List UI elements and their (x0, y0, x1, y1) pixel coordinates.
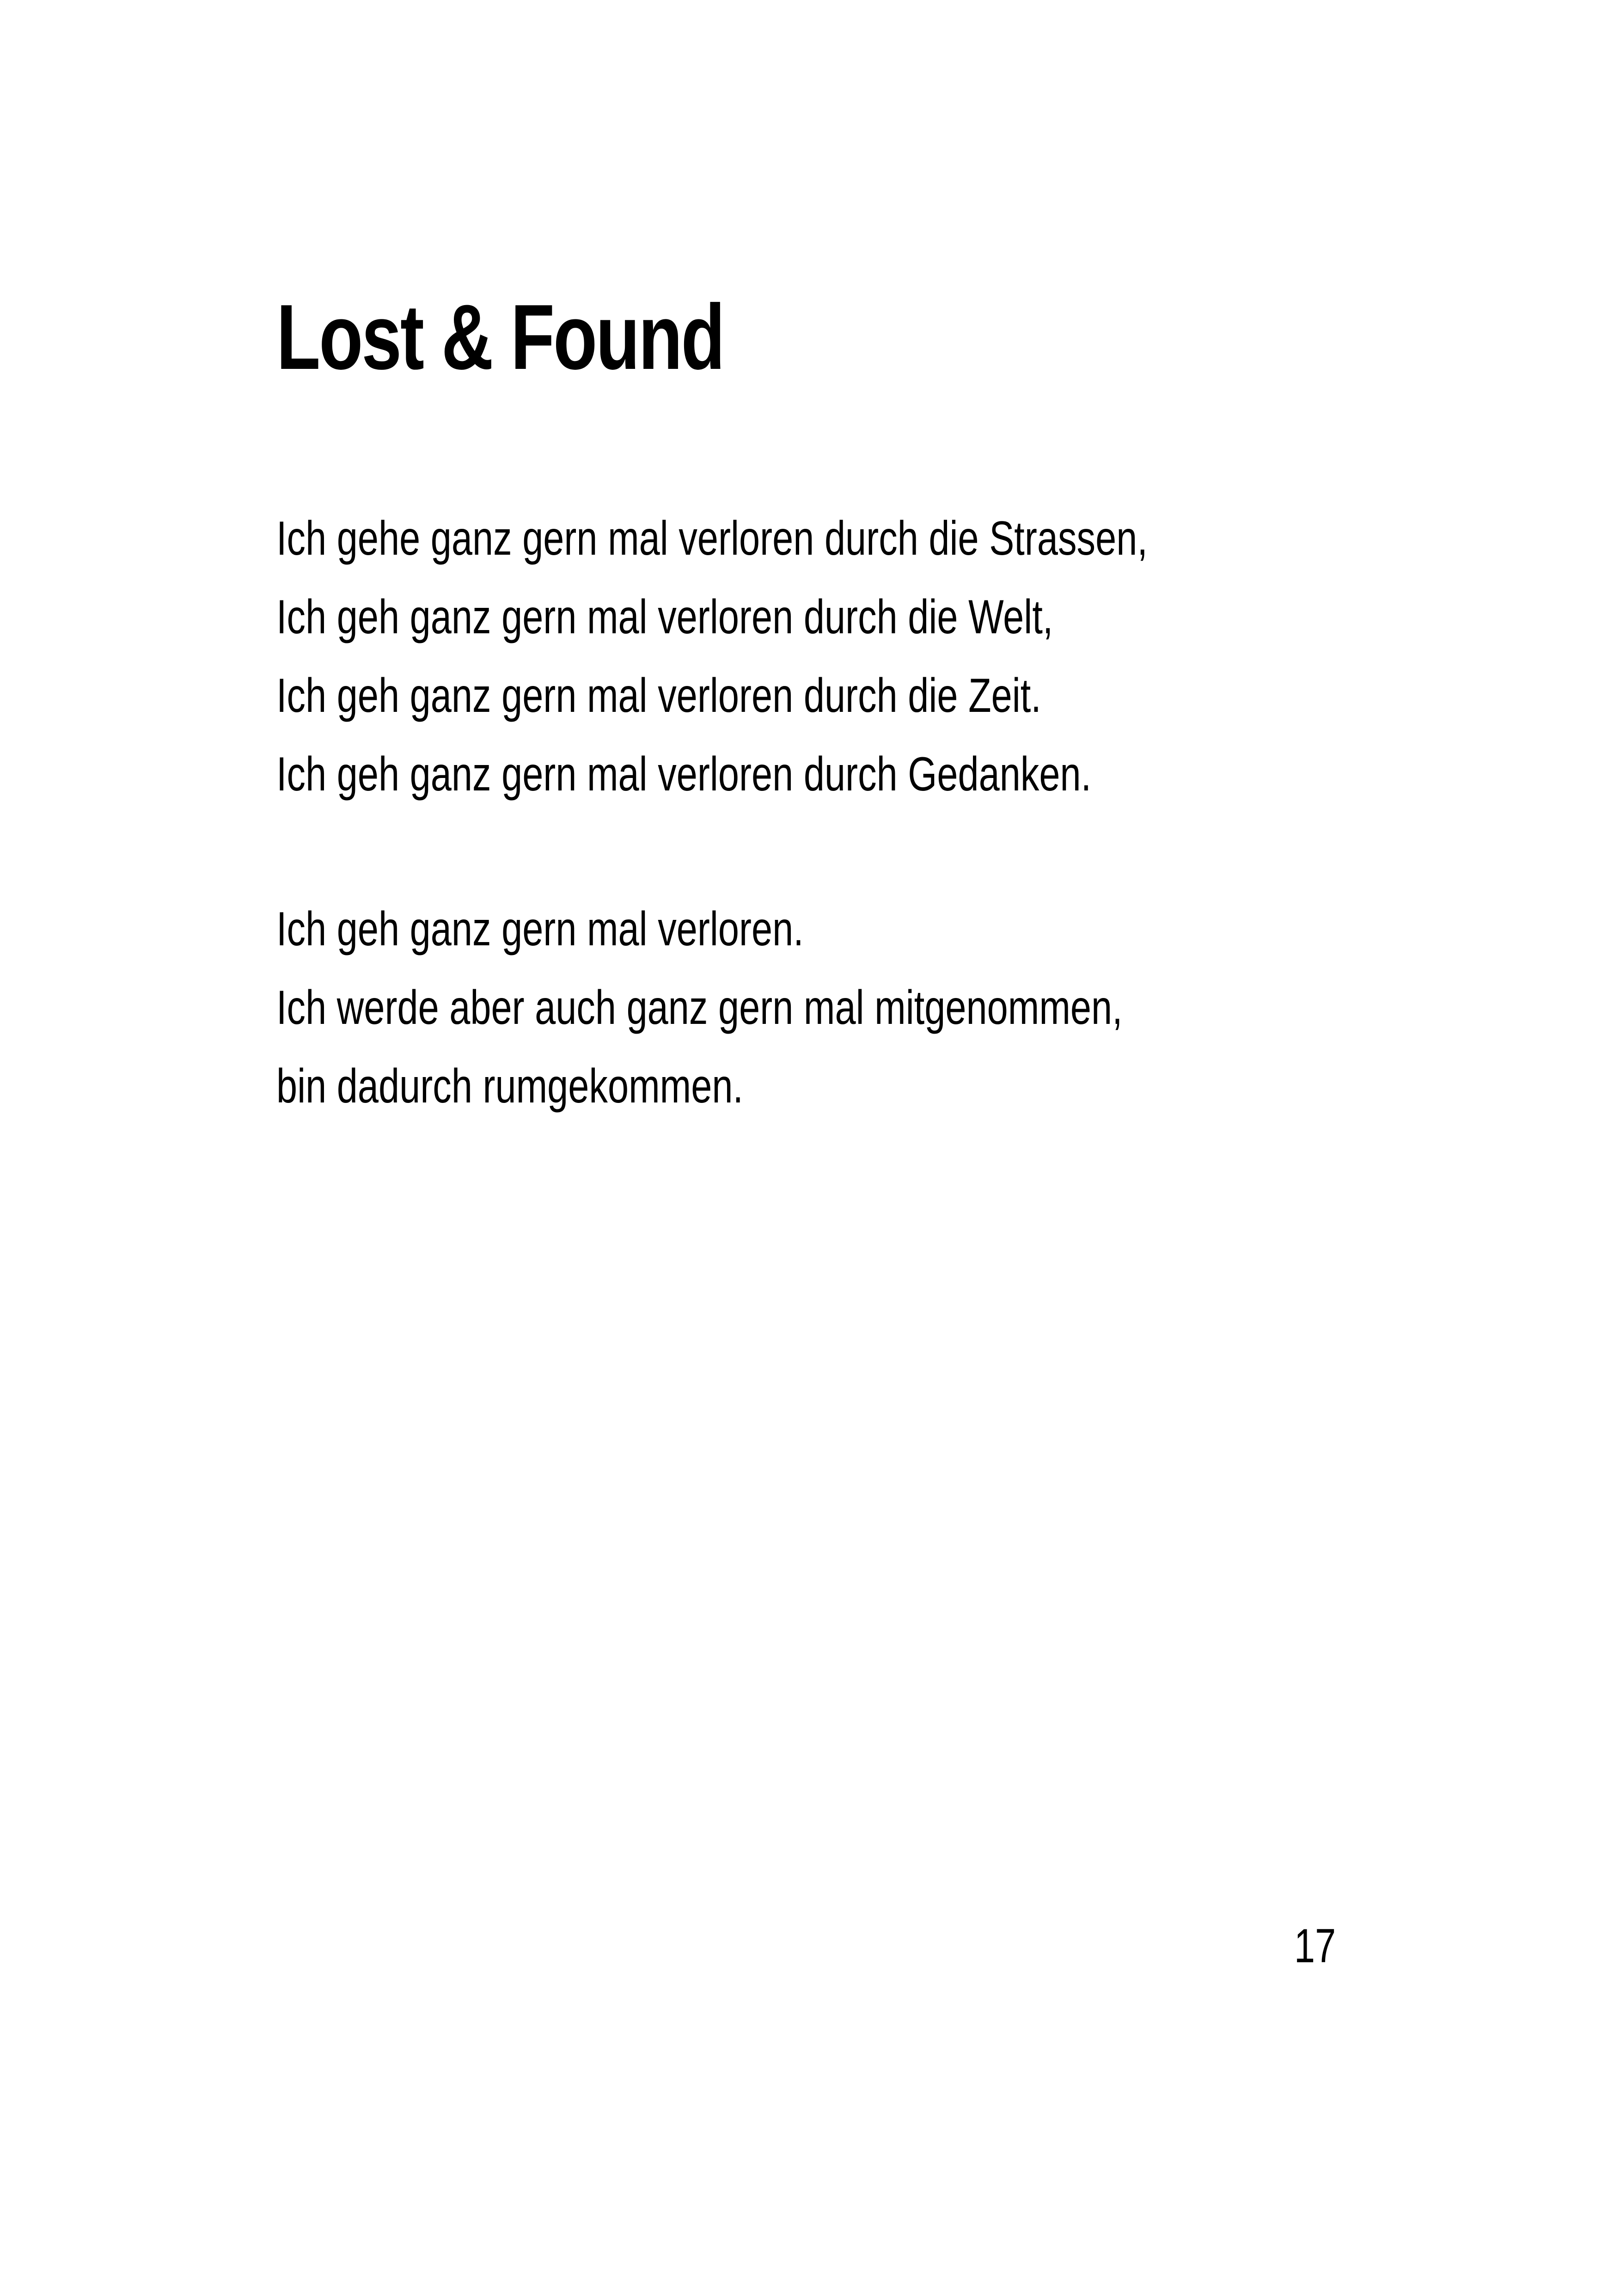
verse-line: Ich geh ganz gern mal verloren durch Gedanken. (276, 747, 1092, 801)
verse-line: bin dadurch rumgekommen. (276, 1059, 744, 1113)
verse-line: Ich gehe ganz gern mal verloren durch die Strassen, (276, 512, 1148, 565)
poem-title: Lost & Found (276, 286, 724, 389)
stanza-1 (276, 499, 1148, 814)
verse-line: Ich geh ganz gern mal verloren durch die Zeit. (276, 669, 1041, 722)
page-number: 17 (1294, 1919, 1336, 1973)
verse-line: Ich geh ganz gern mal verloren durch die Welt, (276, 590, 1053, 644)
verse-line: Ich geh ganz gern mal verloren. (276, 902, 804, 956)
verse-line: Ich werde aber auch ganz gern mal mitgenommen, (276, 981, 1123, 1035)
stanza-2 (276, 890, 1123, 1126)
